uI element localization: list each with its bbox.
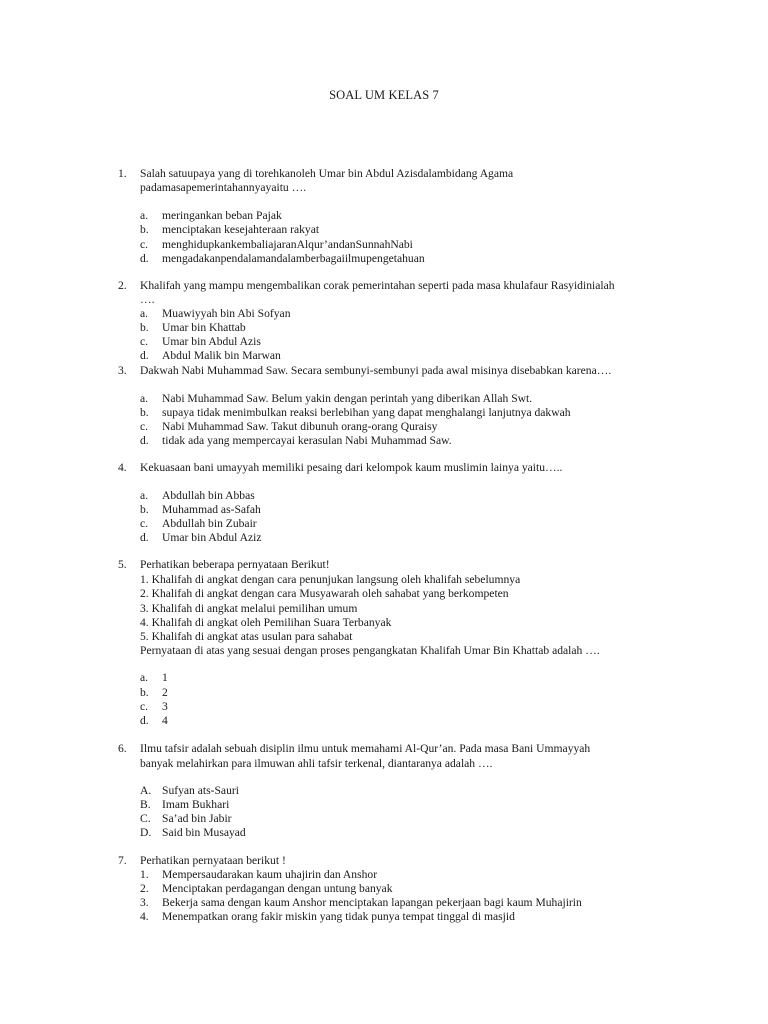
option-label: d. xyxy=(140,434,149,447)
option-label: a. xyxy=(140,671,149,684)
option-text: Sufyan ats-Sauri xyxy=(162,784,239,797)
option-label: B. xyxy=(140,798,151,811)
option-text: Muhammad as-Safah xyxy=(162,503,261,516)
question-text: banyak melahirkan para ilmuwan ahli tafsir terkenal, diantaranya adalah …. xyxy=(140,757,493,770)
question-number: 1. xyxy=(118,167,127,180)
question-text: Ilmu tafsir adalah sebuah disiplin ilmu untuk memahami Al-Qur’an. Pada masa Bani Ummayyah xyxy=(140,742,591,755)
question-number: 7. xyxy=(118,854,127,867)
option-label: b. xyxy=(140,503,149,516)
question-text: padamasapemerintahannyayaitu …. xyxy=(140,181,307,194)
option-text: menghidupkankembaliajaranAlqur’andanSunnahNabi xyxy=(162,238,413,251)
option-label: b. xyxy=(140,686,149,699)
option-text: meringankan beban Pajak xyxy=(162,209,282,222)
statement-line: 1. Khalifah di angkat dengan cara penunjukan langsung oleh khalifah sebelumnya xyxy=(140,573,521,586)
option-label: a. xyxy=(140,489,149,502)
option-label: d. xyxy=(140,252,149,265)
question-number: 3. xyxy=(118,364,127,377)
question-number: 2. xyxy=(118,279,127,292)
option-label: d. xyxy=(140,531,149,544)
option-text: Sa’ad bin Jabir xyxy=(162,812,232,825)
option-label: c. xyxy=(140,517,149,530)
question-text: Salah satuupaya yang di torehkanoleh Umar bin Abdul Azisdalambidang Agama xyxy=(140,167,514,180)
option-label: b. xyxy=(140,223,149,236)
option-text: Said bin Musayad xyxy=(162,826,246,839)
option-text: 4 xyxy=(162,714,168,727)
question-number: 5. xyxy=(118,558,127,571)
option-text: 3 xyxy=(162,700,168,713)
option-text: 2 xyxy=(162,686,168,699)
option-text: mengadakanpendalamandalamberbagaiilmupengetahuan xyxy=(162,252,425,265)
option-text: Nabi Muhammad Saw. Belum yakin dengan perintah yang diberikan Allah Swt. xyxy=(162,392,533,405)
option-label: c. xyxy=(140,335,149,348)
question-text: Kekuasaan bani umayyah memiliki pesaing dari kelompok kaum muslimin lainya yaitu….. xyxy=(140,461,563,474)
option-label: d. xyxy=(140,349,149,362)
question-text: Khalifah yang mampu mengembalikan corak pemerintahan seperti pada masa khulafaur Rasyidinialah xyxy=(140,279,615,292)
statement-line: 2. Khalifah di angkat dengan cara Musyawarah oleh sahabat yang berkompeten xyxy=(140,587,509,600)
option-label: a. xyxy=(140,209,149,222)
option-text: Menempatkan orang fakir miskin yang tidak punya tempat tinggal di masjid xyxy=(162,910,515,923)
option-label: C. xyxy=(140,812,151,825)
option-label: b. xyxy=(140,406,149,419)
question-number: 4. xyxy=(118,461,127,474)
option-label: 1. xyxy=(140,868,149,881)
statement-line: 5. Khalifah di angkat atas usulan para sahabat xyxy=(140,630,353,643)
option-label: 2. xyxy=(140,882,149,895)
option-text: Nabi Muhammad Saw. Takut dibunuh orang-orang Quraisy xyxy=(162,420,438,433)
question-text: Perhatikan pernyataan berikut ! xyxy=(140,854,286,867)
option-text: Abdullah bin Zubair xyxy=(162,517,257,530)
option-label: c. xyxy=(140,420,149,433)
question-text: …. xyxy=(140,293,155,306)
option-text: Abdullah bin Abbas xyxy=(162,489,255,502)
statement-line: 4. Khalifah di angkat oleh Pemilihan Suara Terbanyak xyxy=(140,616,392,629)
option-label: d. xyxy=(140,714,149,727)
option-text: Muawiyyah bin Abi Sofyan xyxy=(162,307,291,320)
option-text: Umar bin Abdul Azis xyxy=(162,335,261,348)
option-label: 3. xyxy=(140,896,149,909)
option-text: Abdul Malik bin Marwan xyxy=(162,349,281,362)
question-text: Dakwah Nabi Muhammad Saw. Secara sembunyi-sembunyi pada awal misinya disebabkan karena…. xyxy=(140,364,612,377)
question-text: Perhatikan beberapa pernyataan Berikut! xyxy=(140,558,330,571)
option-label: D. xyxy=(140,826,152,839)
option-label: b. xyxy=(140,321,149,334)
option-text: Mempersaudarakan kaum uhajirin dan Anshor xyxy=(162,868,378,881)
statement-line: 3. Khalifah di angkat melalui pemilihan umum xyxy=(140,602,358,615)
option-text: Umar bin Khattab xyxy=(162,321,246,334)
statement-line: Pernyataan di atas yang sesuai dengan proses pengangkatan Khalifah Umar Bin Khattab adalah …. xyxy=(140,644,600,657)
option-label: c. xyxy=(140,700,149,713)
option-text: Imam Bukhari xyxy=(162,798,230,811)
option-text: tidak ada yang mempercayai kerasulan Nabi Muhammad Saw. xyxy=(162,434,452,447)
option-text: Umar bin Abdul Aziz xyxy=(162,531,262,544)
option-text: 1 xyxy=(162,671,168,684)
option-label: a. xyxy=(140,392,149,405)
option-label: c. xyxy=(140,238,149,251)
option-text: Menciptakan perdagangan dengan untung banyak xyxy=(162,882,393,895)
question-number: 6. xyxy=(118,742,127,755)
option-text: menciptakan kesejahteraan rakyat xyxy=(162,223,320,236)
option-label: A. xyxy=(140,784,152,797)
option-label: 4. xyxy=(140,910,149,923)
option-text: Bekerja sama dengan kaum Anshor menciptakan lapangan pekerjaan bagi kaum Muhajirin xyxy=(162,896,582,909)
page-title: SOAL UM KELAS 7 xyxy=(329,88,439,102)
option-text: supaya tidak menimbulkan reaksi berlebihan yang dapat menghalangi lanjutnya dakwah xyxy=(162,406,571,419)
option-label: a. xyxy=(140,307,149,320)
